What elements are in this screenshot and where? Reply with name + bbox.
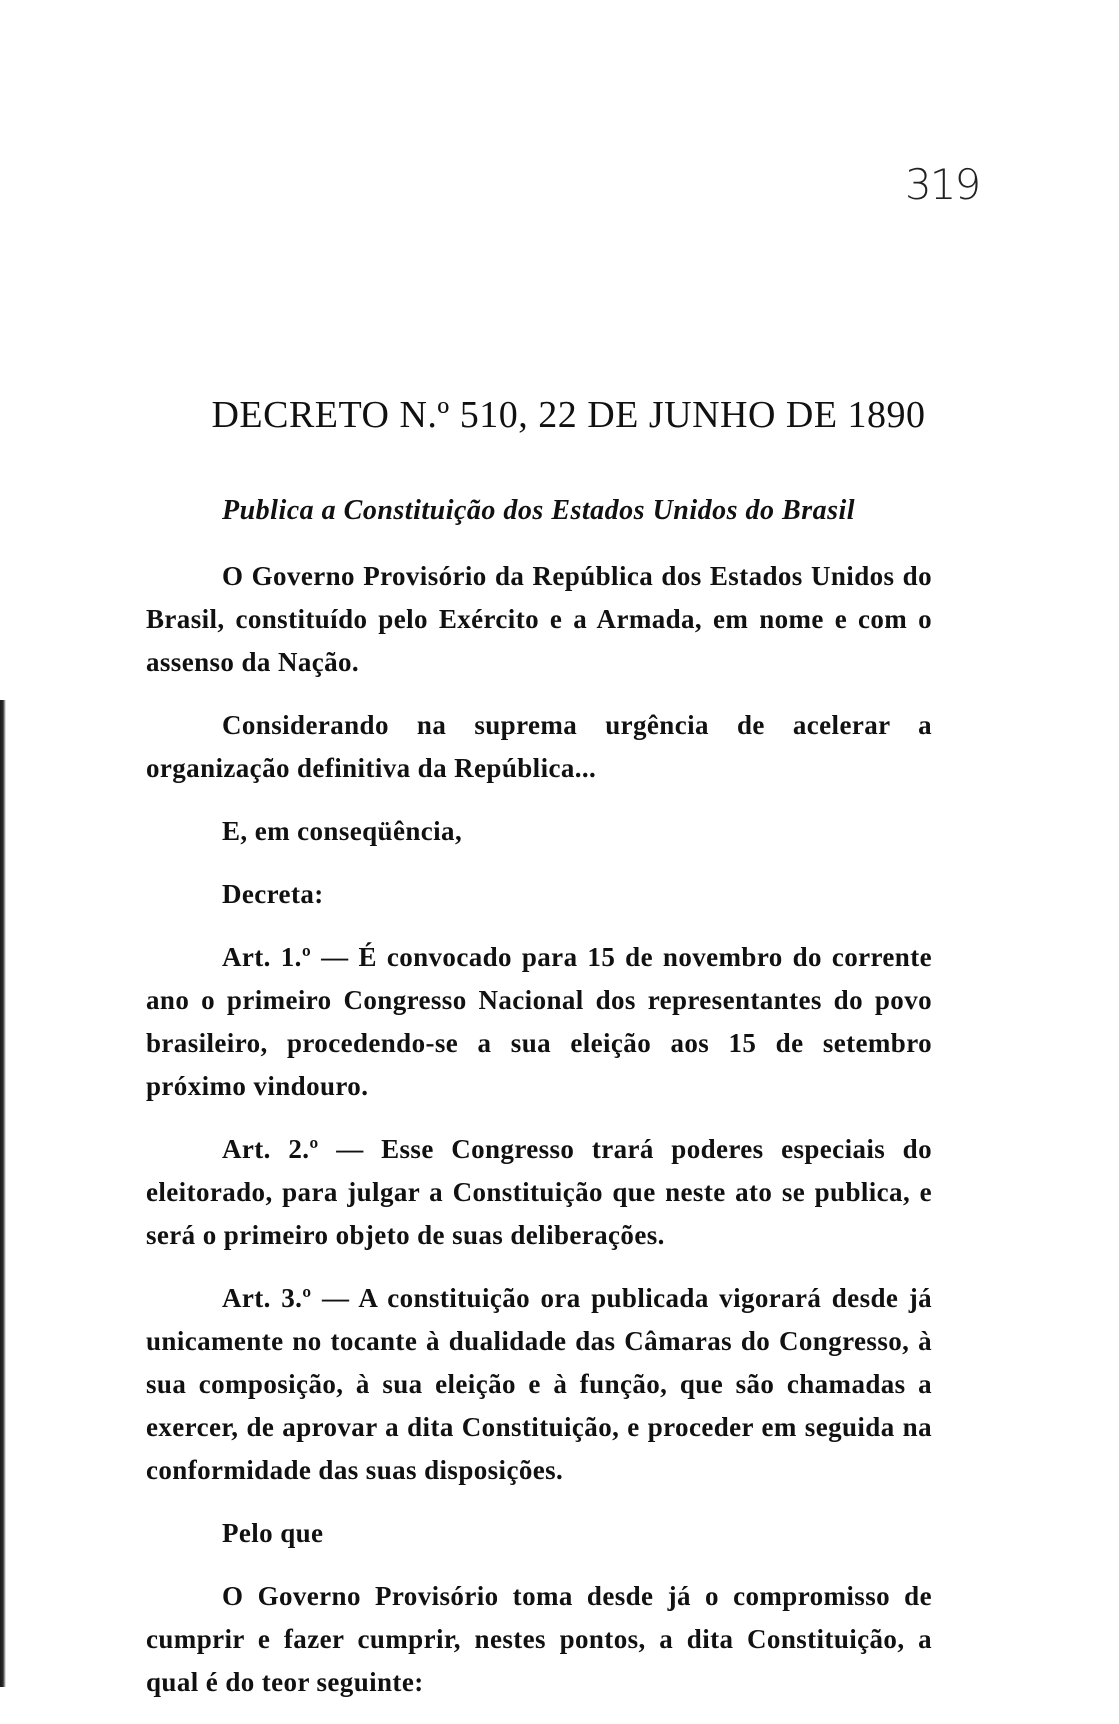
handwritten-page-number: 319 [905,160,980,209]
decree-title: DECRETO N.º 510, 22 DE JUNHO DE 1890 [211,394,926,436]
article-1: Art. 1.º — É convocado para 15 de novembro do corrente ano o primeiro Congresso Nacional dos representantes do povo brasileiro, procedendo-se a sua eleição aos 15 de setembro próximo vindouro. [146,942,932,1101]
decree-subtitle: Publica a Constituição dos Estados Unidos do Brasil [222,495,856,526]
paragraph-consequencia: E, em conseqüência, [222,816,463,846]
paragraph-compromisso: O Governo Provisório toma desde já o compromisso de cumprir e fazer cumprir, nestes pontos, a dita Constituição, a qual é do teor seguinte: [146,1581,932,1697]
article-2: Art. 2.º — Esse Congresso trará poderes especiais do eleitorado, para julgar a Constituição que neste ato se publica, e será o primeiro objeto de suas deliberações. [146,1134,932,1250]
article-3: Art. 3.º — A constituição ora publicada vigorará desde já unicamente no tocante à dualidade das Câmaras do Congresso, à sua composição, à sua eleição e à função, que são chamadas a exercer, de aprovar a dita Constituição, e proceder em seguida na conformidade das suas disposições. [146,1283,932,1485]
decree-body [146,555,932,1724]
paragraph-considerando: Considerando na suprema urgência de acelerar a organização definitiva da República... [146,710,932,783]
paragraph-pelo-que: Pelo que [222,1518,324,1548]
paragraph-preamble: O Governo Provisório da República dos Estados Unidos do Brasil, constituído pelo Exército e a Armada, em nome e com o assenso da Nação. [146,561,932,677]
scan-edge-shadow [0,700,6,1687]
paragraph-decreta: Decreta: [222,879,324,909]
